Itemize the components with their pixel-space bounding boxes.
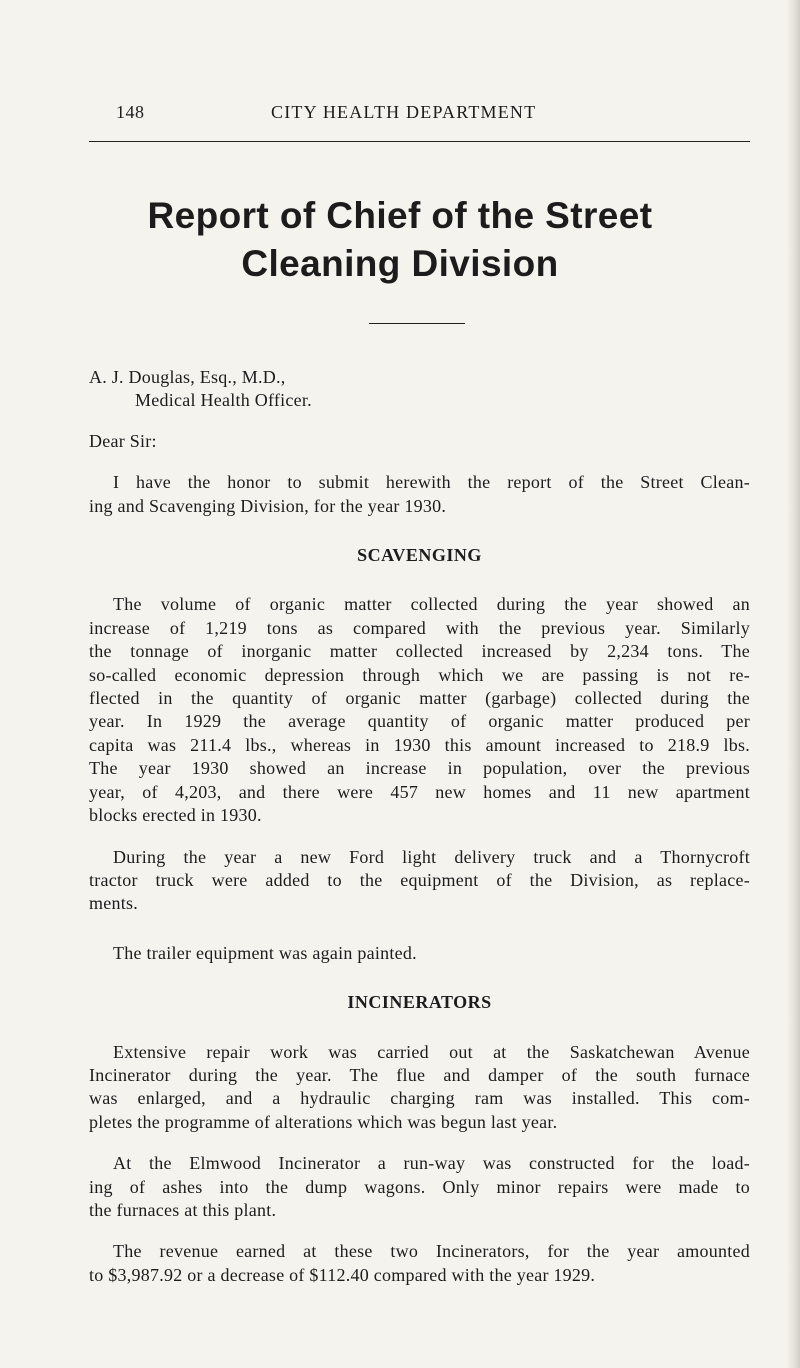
text-line: the tonnage of inorganic matter collected increased by 2,234 tons. The xyxy=(89,641,750,662)
section-heading-scavenging: SCAVENGING xyxy=(357,545,482,566)
report-title-line-1: Report of Chief of the Street xyxy=(147,195,653,236)
text-line: At the Elmwood Incinerator a run-way was constructed for the load- xyxy=(113,1153,750,1174)
text-line: to $3,987.92 or a decrease of $112.40 compared with the year 1929. xyxy=(89,1264,596,1285)
text-line: ments. xyxy=(89,893,138,914)
text-line: capita was 211.4 lbs., whereas in 1930 this amount increased to 218.9 lbs. xyxy=(89,734,750,755)
text-line: increase of 1,219 tons as compared with the previous year. Similarly xyxy=(89,617,750,638)
text-line: During the year a new Ford light delivery truck and a Thornycroft xyxy=(113,846,750,867)
text-line: flected in the quantity of organic matter (garbage) collected during the xyxy=(89,688,750,709)
text-line: the furnaces at this plant. xyxy=(89,1199,277,1220)
text-line: blocks erected in 1930. xyxy=(89,805,262,826)
text-line: The year 1930 showed an increase in population, over the previous xyxy=(89,758,750,779)
section-heading-incinerators: INCINERATORS xyxy=(347,992,492,1013)
running-title: CITY HEALTH DEPARTMENT xyxy=(271,102,537,122)
page-edge-shadow xyxy=(786,0,800,1368)
scavenging-paragraph-1 xyxy=(89,593,750,827)
text-line: ing and Scavenging Division, for the year 1930. xyxy=(89,495,447,516)
addressee-title: Medical Health Officer. xyxy=(135,390,312,411)
text-line: The trailer equipment was again painted. xyxy=(113,942,417,963)
incinerators-paragraph-2 xyxy=(89,1152,750,1222)
text-line: so-called economic depression through which we are passing is not re- xyxy=(89,664,750,685)
report-title xyxy=(80,192,720,288)
text-line: tractor truck were added to the equipment of the Division, as replace- xyxy=(89,869,750,890)
text-line: year. In 1929 the average quantity of organic matter produced per xyxy=(89,711,750,732)
text-line: pletes the programme of alterations which was begun last year. xyxy=(89,1111,558,1132)
salutation: Dear Sir: xyxy=(89,430,157,451)
letter-body xyxy=(89,366,750,1287)
incinerators-paragraph-3 xyxy=(89,1240,750,1287)
header-rule xyxy=(89,141,750,142)
text-line: was enlarged, and a hydraulic charging ram was installed. This com- xyxy=(89,1088,750,1109)
text-line: The volume of organic matter collected during the year showed an xyxy=(113,594,750,615)
text-line: Incinerator during the year. The flue and damper of the south furnace xyxy=(89,1064,750,1085)
text-line: year, of 4,203, and there were 457 new homes and 11 new apartment xyxy=(89,781,750,802)
report-title-line-2: Cleaning Division xyxy=(241,243,559,284)
text-line: Extensive repair work was carried out at the Saskatchewan Avenue xyxy=(113,1041,750,1062)
text-line: The revenue earned at these two Incinerators, for the year amounted xyxy=(113,1241,750,1262)
page-number: 148 xyxy=(116,102,145,122)
addressee-name: A. J. Douglas, Esq., M.D., xyxy=(89,367,286,387)
intro-paragraph xyxy=(89,471,750,518)
title-rule xyxy=(369,323,465,324)
text-line: I have the honor to submit herewith the report of the Street Clean- xyxy=(113,472,750,493)
page-header xyxy=(116,102,676,132)
scavenging-paragraph-3 xyxy=(89,942,750,965)
incinerators-paragraph-1 xyxy=(89,1041,750,1135)
text-line: ing of ashes into the dump wagons. Only minor repairs were made to xyxy=(89,1176,750,1197)
scavenging-paragraph-2 xyxy=(89,846,750,916)
